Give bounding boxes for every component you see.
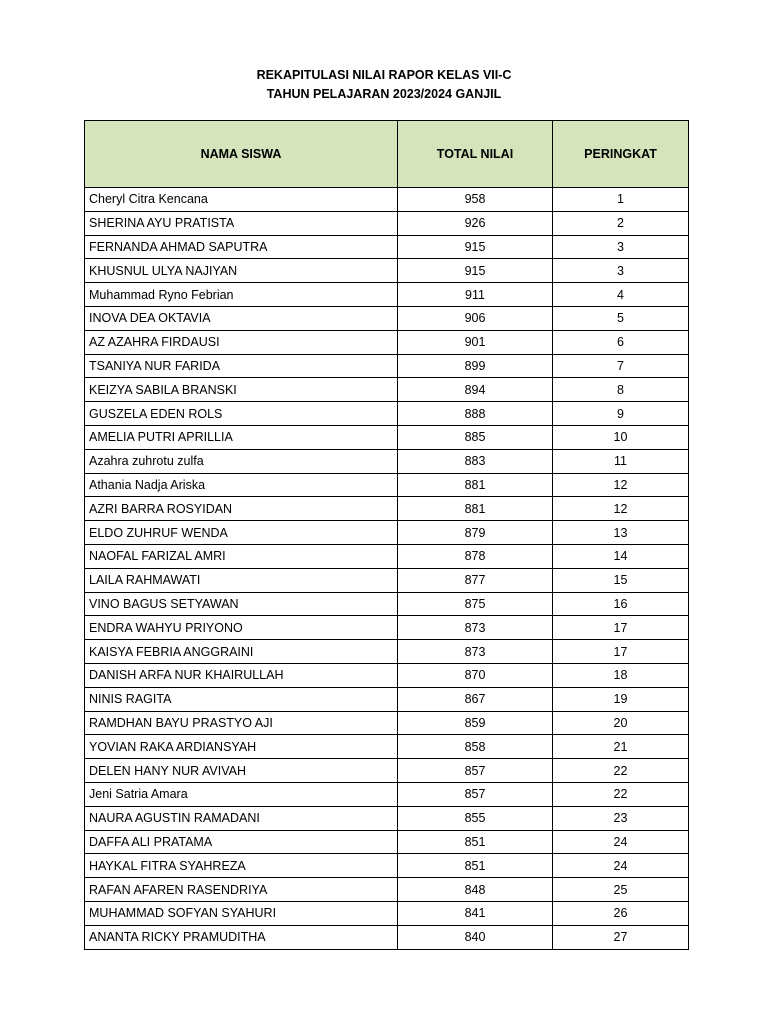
cell-rank: 14 [553, 544, 689, 568]
cell-rank: 18 [553, 663, 689, 687]
cell-rank: 9 [553, 402, 689, 426]
table-row [85, 663, 689, 687]
cell-rank: 22 [553, 782, 689, 806]
table-row [85, 188, 689, 212]
header-rank: PERINGKAT [553, 121, 689, 188]
cell-rank: 24 [553, 830, 689, 854]
cell-name: GUSZELA EDEN ROLS [85, 402, 398, 426]
cell-total: 906 [398, 306, 553, 330]
table-row [85, 378, 689, 402]
cell-name: Azahra zuhrotu zulfa [85, 449, 398, 473]
table-row [85, 687, 689, 711]
cell-total: 901 [398, 330, 553, 354]
cell-total: 888 [398, 402, 553, 426]
cell-rank: 3 [553, 259, 689, 283]
cell-name: ELDO ZUHRUF WENDA [85, 521, 398, 545]
cell-rank: 1 [553, 188, 689, 212]
cell-rank: 11 [553, 449, 689, 473]
table-row [85, 449, 689, 473]
cell-total: 899 [398, 354, 553, 378]
table-row [85, 306, 689, 330]
cell-total: 851 [398, 854, 553, 878]
cell-total: 911 [398, 283, 553, 307]
cell-rank: 6 [553, 330, 689, 354]
cell-name: KHUSNUL ULYA NAJIYAN [85, 259, 398, 283]
cell-name: LAILA RAHMAWATI [85, 568, 398, 592]
table-row [85, 259, 689, 283]
cell-name: SHERINA AYU PRATISTA [85, 211, 398, 235]
cell-name: KAISYA FEBRIA ANGGRAINI [85, 640, 398, 664]
table-row [85, 568, 689, 592]
cell-rank: 7 [553, 354, 689, 378]
table-row [85, 830, 689, 854]
cell-rank: 25 [553, 878, 689, 902]
cell-total: 915 [398, 259, 553, 283]
cell-name: YOVIAN RAKA ARDIANSYAH [85, 735, 398, 759]
table-row [85, 735, 689, 759]
table-row [85, 592, 689, 616]
table-row [85, 925, 689, 949]
cell-rank: 16 [553, 592, 689, 616]
cell-total: 858 [398, 735, 553, 759]
table-body [85, 188, 689, 950]
cell-rank: 23 [553, 806, 689, 830]
table-row [85, 497, 689, 521]
cell-total: 873 [398, 640, 553, 664]
cell-total: 877 [398, 568, 553, 592]
table-row [85, 283, 689, 307]
cell-name: Cheryl Citra Kencana [85, 188, 398, 212]
cell-total: 851 [398, 830, 553, 854]
cell-rank: 19 [553, 687, 689, 711]
table-row [85, 782, 689, 806]
cell-rank: 13 [553, 521, 689, 545]
table-row [85, 402, 689, 426]
cell-name: AMELIA PUTRI APRILLIA [85, 425, 398, 449]
cell-total: 881 [398, 473, 553, 497]
cell-total: 840 [398, 925, 553, 949]
cell-name: Muhammad Ryno Febrian [85, 283, 398, 307]
cell-name: FERNANDA AHMAD SAPUTRA [85, 235, 398, 259]
cell-total: 867 [398, 687, 553, 711]
cell-rank: 12 [553, 497, 689, 521]
table-row [85, 235, 689, 259]
cell-total: 915 [398, 235, 553, 259]
cell-rank: 3 [553, 235, 689, 259]
table-row [85, 711, 689, 735]
cell-total: 881 [398, 497, 553, 521]
cell-rank: 4 [553, 283, 689, 307]
cell-rank: 10 [553, 425, 689, 449]
cell-rank: 24 [553, 854, 689, 878]
table-row [85, 901, 689, 925]
cell-name: NAURA AGUSTIN RAMADANI [85, 806, 398, 830]
cell-total: 878 [398, 544, 553, 568]
cell-name: DAFFA ALI PRATAMA [85, 830, 398, 854]
cell-total: 883 [398, 449, 553, 473]
cell-name: KEIZYA SABILA BRANSKI [85, 378, 398, 402]
cell-name: RAFAN AFAREN RASENDRIYA [85, 878, 398, 902]
cell-name: TSANIYA NUR FARIDA [85, 354, 398, 378]
cell-name: AZRI BARRA ROSYIDAN [85, 497, 398, 521]
cell-rank: 15 [553, 568, 689, 592]
table-header-row [85, 121, 689, 188]
header-total: TOTAL NILAI [398, 121, 553, 188]
cell-total: 841 [398, 901, 553, 925]
title-line-1: REKAPITULASI NILAI RAPOR KELAS VII-C [256, 68, 512, 82]
cell-total: 855 [398, 806, 553, 830]
cell-total: 859 [398, 711, 553, 735]
cell-name: DANISH ARFA NUR KHAIRULLAH [85, 663, 398, 687]
cell-name: MUHAMMAD SOFYAN SYAHURI [85, 901, 398, 925]
cell-name: Jeni Satria Amara [85, 782, 398, 806]
cell-rank: 27 [553, 925, 689, 949]
cell-name: ENDRA WAHYU PRIYONO [85, 616, 398, 640]
table-row [85, 616, 689, 640]
document-title [0, 66, 768, 104]
table-row [85, 878, 689, 902]
table-row [85, 211, 689, 235]
cell-total: 875 [398, 592, 553, 616]
table-row [85, 330, 689, 354]
grades-table [84, 120, 689, 950]
cell-total: 857 [398, 782, 553, 806]
cell-rank: 12 [553, 473, 689, 497]
cell-name: INOVA DEA OKTAVIA [85, 306, 398, 330]
table-row [85, 640, 689, 664]
cell-rank: 17 [553, 616, 689, 640]
cell-name: RAMDHAN BAYU PRASTYO AJI [85, 711, 398, 735]
cell-name: NAOFAL FARIZAL AMRI [85, 544, 398, 568]
cell-name: VINO BAGUS SETYAWAN [85, 592, 398, 616]
cell-name: DELEN HANY NUR AVIVAH [85, 759, 398, 783]
table-row [85, 854, 689, 878]
cell-rank: 17 [553, 640, 689, 664]
table-row [85, 425, 689, 449]
cell-rank: 5 [553, 306, 689, 330]
cell-total: 848 [398, 878, 553, 902]
table-row [85, 544, 689, 568]
cell-rank: 22 [553, 759, 689, 783]
table-row [85, 473, 689, 497]
cell-name: ANANTA RICKY PRAMUDITHA [85, 925, 398, 949]
cell-total: 958 [398, 188, 553, 212]
cell-rank: 21 [553, 735, 689, 759]
cell-total: 894 [398, 378, 553, 402]
cell-total: 870 [398, 663, 553, 687]
cell-total: 879 [398, 521, 553, 545]
cell-name: HAYKAL FITRA SYAHREZA [85, 854, 398, 878]
cell-total: 873 [398, 616, 553, 640]
cell-total: 885 [398, 425, 553, 449]
cell-rank: 2 [553, 211, 689, 235]
cell-total: 857 [398, 759, 553, 783]
table-row [85, 521, 689, 545]
table-row [85, 806, 689, 830]
header-name: NAMA SISWA [85, 121, 398, 188]
cell-rank: 8 [553, 378, 689, 402]
cell-rank: 20 [553, 711, 689, 735]
cell-name: Athania Nadja Ariska [85, 473, 398, 497]
cell-total: 926 [398, 211, 553, 235]
cell-name: AZ AZAHRA FIRDAUSI [85, 330, 398, 354]
table-row [85, 354, 689, 378]
table-row [85, 759, 689, 783]
cell-name: NINIS RAGITA [85, 687, 398, 711]
title-line-2: TAHUN PELAJARAN 2023/2024 GANJIL [266, 87, 502, 101]
cell-rank: 26 [553, 901, 689, 925]
